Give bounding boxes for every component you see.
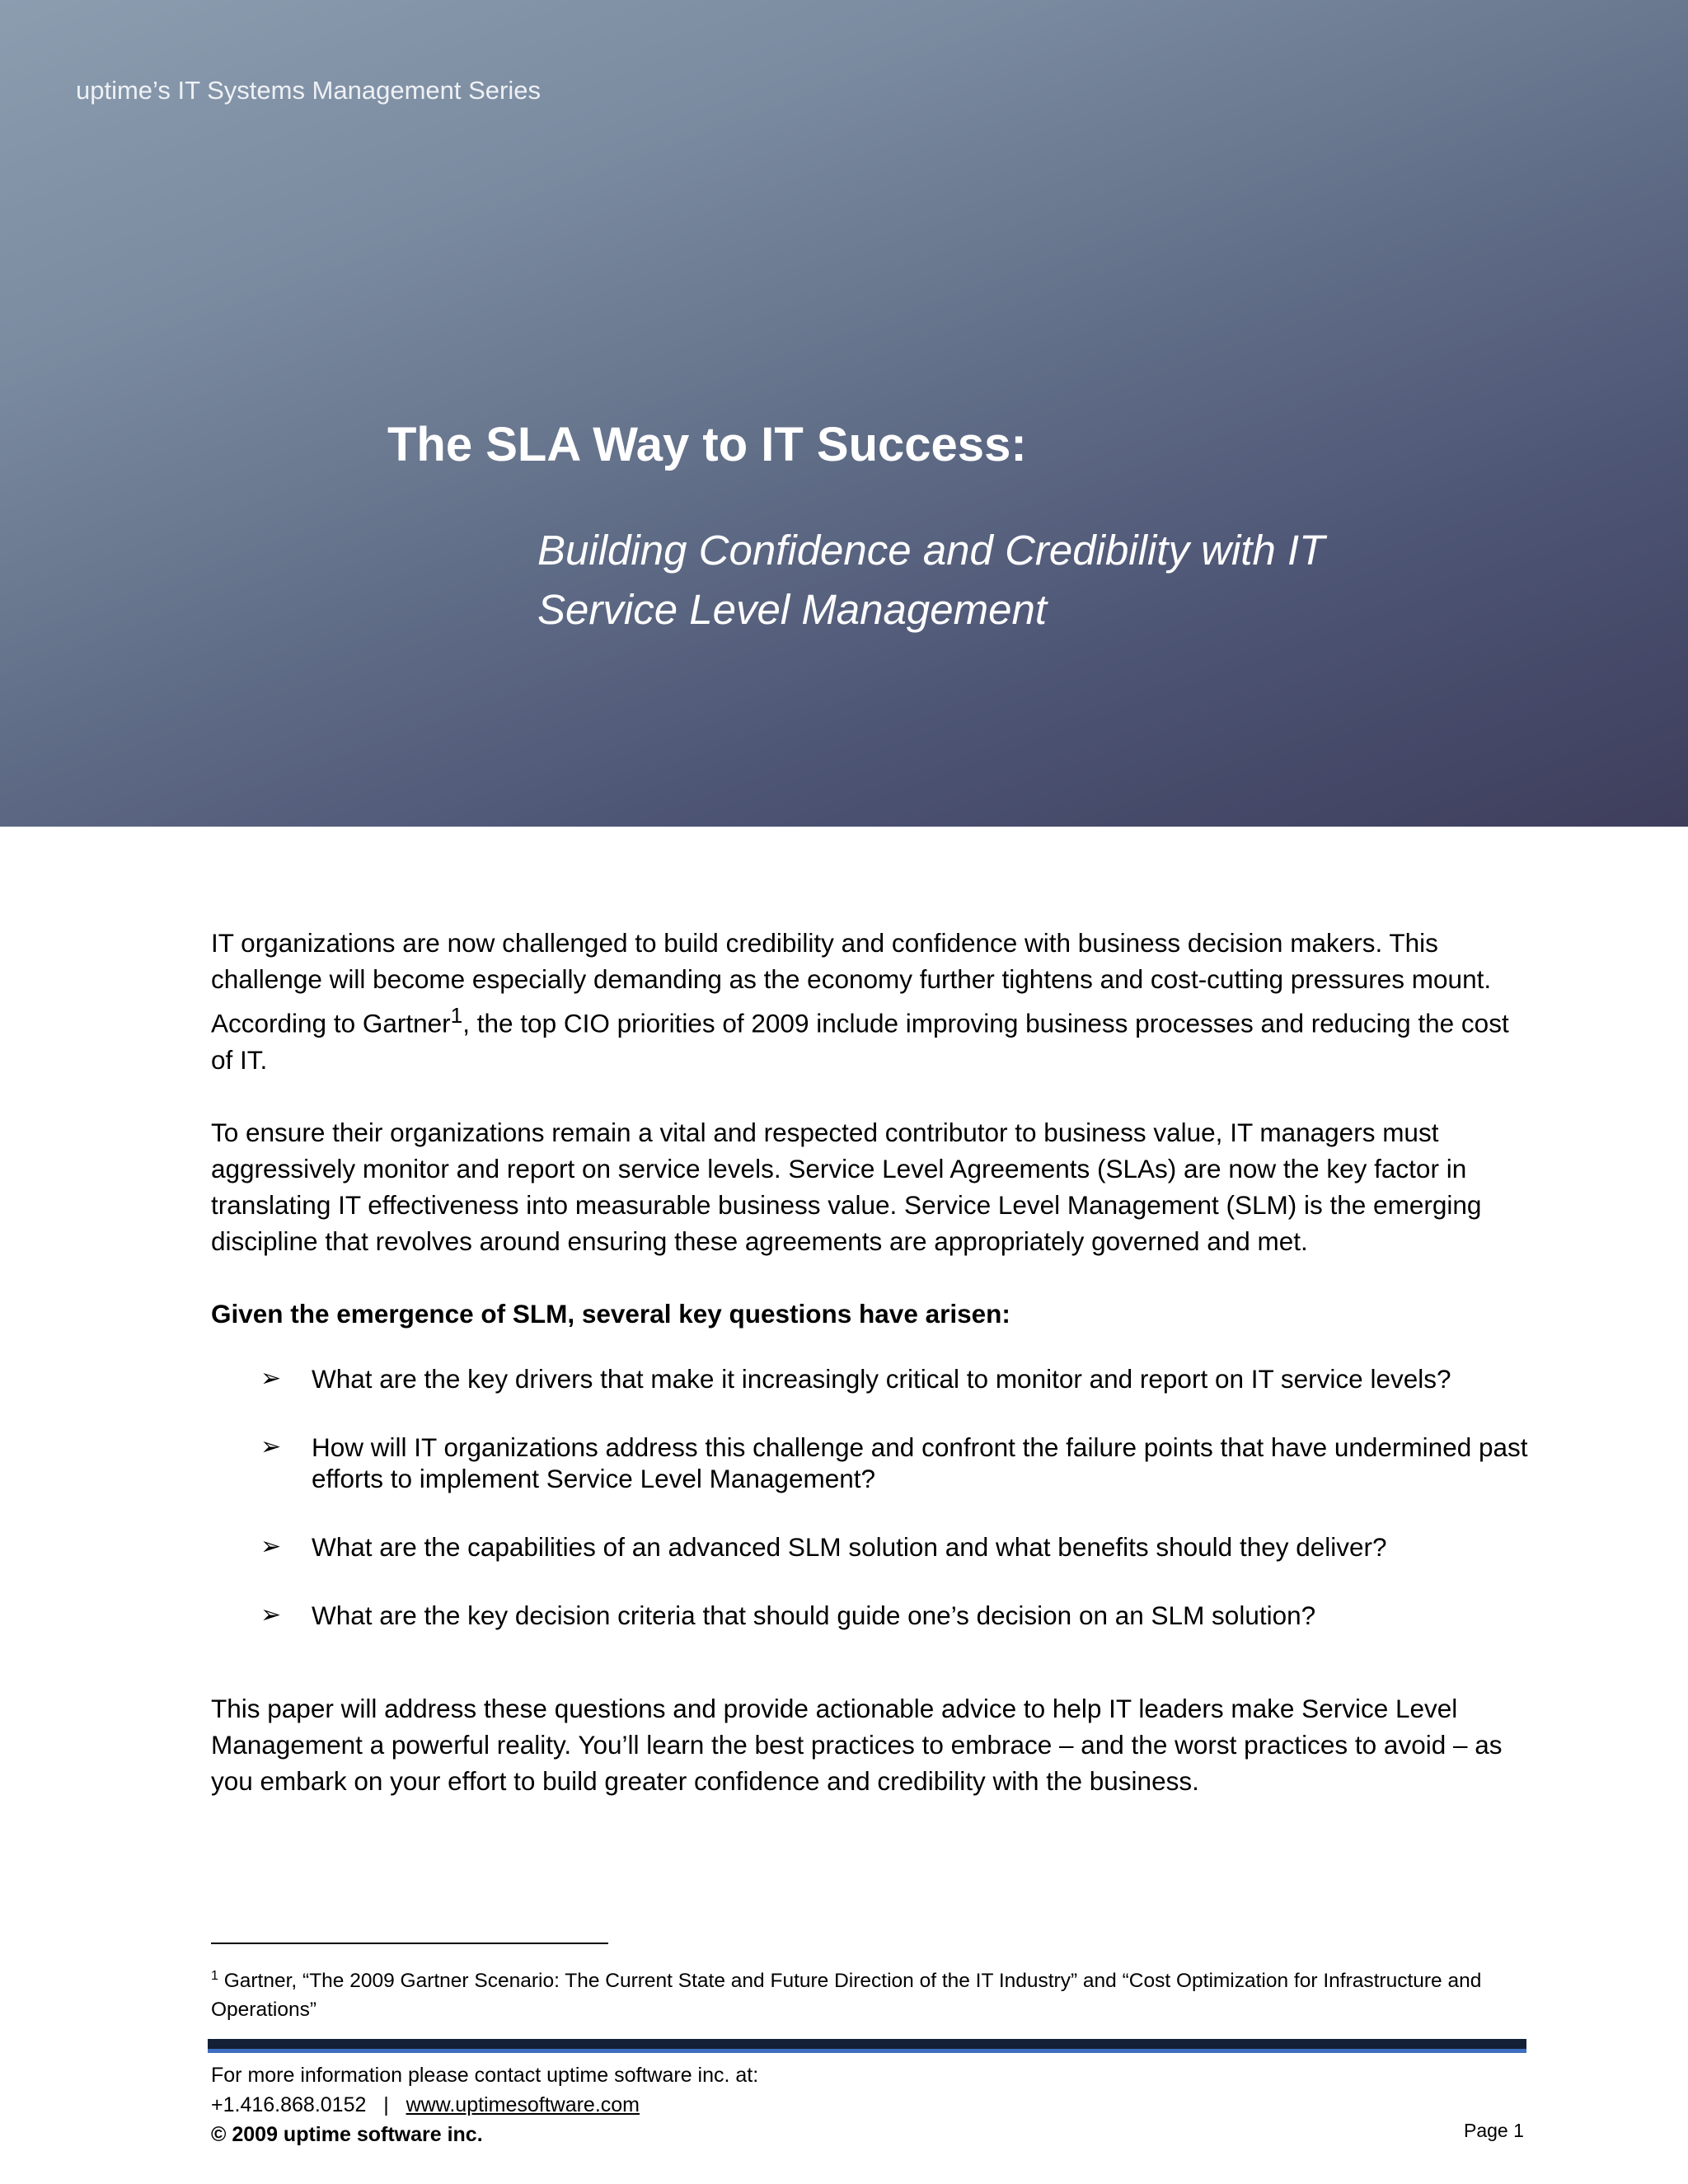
website-link[interactable]: www.uptimesoftware.com <box>406 2093 640 2116</box>
list-item <box>211 1531 1530 1563</box>
question-text: What are the capabilities of an advanced SLM solution and what benefits should they deliver? <box>312 1531 1387 1562</box>
arrow-bullet-icon: ➢ <box>260 1364 282 1392</box>
footnote <box>211 1961 1530 2024</box>
separator: | <box>383 2093 389 2116</box>
series-label: uptime’s IT Systems Management Series <box>76 76 541 105</box>
arrow-bullet-icon: ➢ <box>260 1532 282 1560</box>
arrow-bullet-icon: ➢ <box>260 1432 282 1460</box>
header-banner <box>0 0 1688 827</box>
intro-paragraph <box>211 925 1530 1078</box>
intro-text: IT organizations are now challenged to build credibility and confidence with business decision makers. This challenge will become especially demanding as the economy further tightens and cost-cutting pressures mount. According to Gartner <box>211 928 1492 1038</box>
footnote-text: Gartner, “The 2009 Gartner Scenario: The Current State and Future Direction of the IT Industry” and “Cost Optimization for Infrastructure and Operations” <box>211 1970 1482 2022</box>
phone-number: +1.416.868.0152 <box>211 2093 367 2116</box>
arrow-bullet-icon: ➢ <box>260 1601 282 1629</box>
question-text: How will IT organizations address this challenge and confront the failure points that have undermined past efforts to implement Service Level Management? <box>312 1432 1528 1493</box>
closing-paragraph: This paper will address these questions and provide actionable advice to help IT leaders make Service Level Management a powerful reality. You’ll learn the best practices to embrace – and the worst practices to avoid – as you embark on your effort to build greater confidence and credibility with the business. <box>211 1693 1503 1796</box>
footer-divider <box>208 2039 1526 2049</box>
footnote-ref: 1 <box>450 1003 463 1028</box>
list-item <box>211 1363 1530 1394</box>
document-title: The SLA Way to IT Success: <box>387 418 1027 471</box>
questions-list <box>211 1363 1530 1631</box>
list-item <box>211 1600 1530 1631</box>
footnote-separator <box>211 1943 608 1944</box>
footnote-number: 1 <box>211 1969 218 1983</box>
document-subtitle <box>537 521 1444 640</box>
footer-divider-accent <box>208 2049 1526 2053</box>
footer-contact <box>211 2060 758 2149</box>
page-number: Page 1 <box>1464 2120 1524 2141</box>
slm-paragraph: To ensure their organizations remain a vital and respected contributor to business value, IT managers must aggressively monitor and report on service levels. Service Level Agreements (SLAs) are now the key factor in translating IT effectiveness into measurable business value. Service Level Management (SLM) is the emerging discipline that revolves around ensuring these agreements are appropriately governed and met. <box>211 1117 1482 1256</box>
subtitle-line-1: Building Confidence and Credibility with IT <box>537 527 1325 574</box>
document-body <box>211 925 1530 1799</box>
contact-details <box>211 2090 758 2120</box>
question-text: What are the key decision criteria that should guide one’s decision on an SLM solution? <box>312 1600 1316 1630</box>
intro-text-cont: , the top CIO priorities of 2009 include improving business processes and reducing the cost of IT. <box>211 1008 1509 1075</box>
questions-lead: Given the emergence of SLM, several key questions have arisen: <box>211 1298 1010 1329</box>
subtitle-line-2: Service Level Management <box>537 586 1048 633</box>
question-text: What are the key drivers that make it increasingly critical to monitor and report on IT service levels? <box>312 1363 1451 1394</box>
copyright: © 2009 uptime software inc. <box>211 2123 483 2146</box>
contact-line: For more information please contact uptime software inc. at: <box>211 2064 759 2087</box>
list-item <box>211 1432 1530 1494</box>
